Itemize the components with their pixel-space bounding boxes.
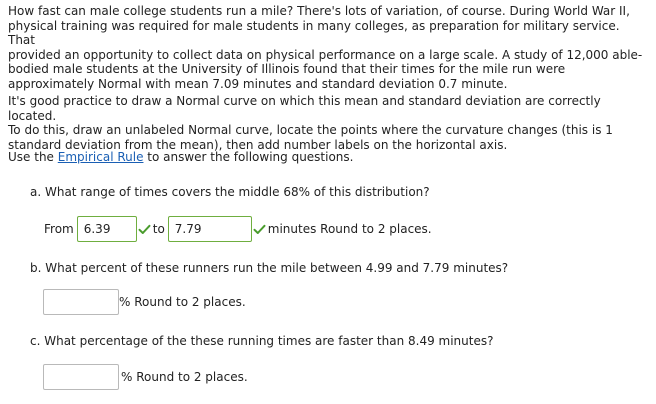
intro-paragraph [8,4,648,91]
question-c-text: c. What percentage of the these running times are faster than 8.49 minutes? [30,334,494,348]
question-a-suffix: minutes Round to 2 places. [267,222,432,236]
to-input-value: 7.79 [174,222,202,236]
empirical-rule-link[interactable]: Empirical Rule [57,150,144,164]
question-b-input[interactable] [43,289,119,315]
instruction-prefix: Use the [8,150,58,164]
question-b-text: b. What percent of these runners run the mile between 4.99 and 7.79 minutes? [30,261,509,275]
intro-line: physical training was required for male students in many colleges, as preparation for military service. That [8,18,620,47]
question-a-answer-row [44,216,432,242]
from-input-value: 6.39 [83,222,111,236]
intro-line: provided an opportunity to collect data on physical performance on a large scale. A study of 12,000 able- [8,47,643,62]
to-input[interactable] [168,216,252,242]
to-label: to [152,222,165,236]
intro-line: How fast can male college students run a mile? There's lots of variation, of course. During World War II, [8,4,630,18]
practice-paragraph [8,94,648,152]
question-a-text: a. What range of times covers the middle 68% of this distribution? [30,185,430,199]
question-c-input[interactable] [43,364,119,390]
intro-line: approximately Normal with mean 7.09 minutes and standard deviation 0.7 minute. [8,76,508,91]
from-label: From [44,222,74,236]
instruction-paragraph [8,150,648,165]
instruction-suffix: to answer the following questions. [143,150,354,164]
practice-line: To do this, draw an unlabeled Normal curve, locate the points where the curvature changes (this is 1 [8,123,613,137]
question-b-suffix: % Round to 2 places. [119,295,246,309]
practice-line: It's good practice to draw a Normal curve on which this mean and standard deviation are correctly located. [8,94,601,123]
checkmark-icon [137,224,153,235]
checkmark-icon [252,224,268,235]
practice-line: standard deviation from the mean), then add number labels on the horizontal axis. [8,137,508,152]
question-c-suffix: % Round to 2 places. [121,370,248,384]
intro-line: bodied male students at the University of Illinois found that their times for the mile run were [8,62,566,76]
from-input[interactable] [77,216,137,242]
question-b-answer-row [43,289,246,315]
question-c-answer-row [43,364,248,390]
